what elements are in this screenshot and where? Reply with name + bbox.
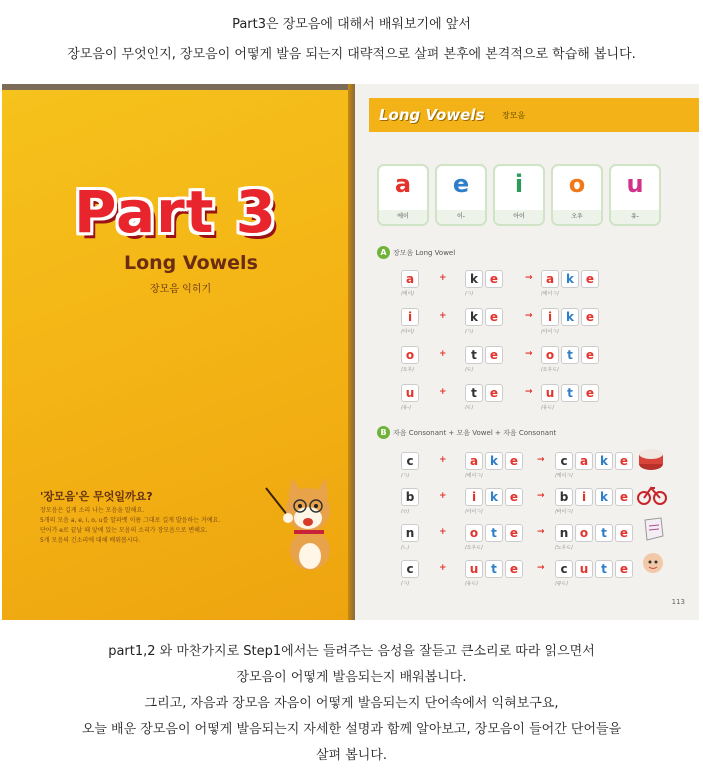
- plus-sign: +: [439, 349, 447, 359]
- outro-line-1: part1,2 와 마찬가지로 Step1에서는 들려주는 음성을 잘듣고 큰소리로 따라 읽으면서: [108, 644, 595, 659]
- arrow: →: [525, 349, 533, 359]
- letter-tile: c: [555, 560, 573, 578]
- explanation-line: 단어가 e로 끝날 때 앞에 있는 모음의 소리가 장모음으로 변해요.: [40, 527, 208, 534]
- bike-icon: [637, 482, 667, 506]
- pronunciation-label: /큐ㅌ/: [555, 581, 569, 587]
- vowel-card: [609, 164, 661, 226]
- plus-sign: +: [439, 387, 447, 397]
- letter-tile: i: [575, 488, 593, 506]
- outro-line-5: 살펴 봅니다.: [315, 748, 388, 763]
- letter-tile: k: [561, 270, 579, 288]
- book-photo: [2, 84, 699, 620]
- arrow: →: [537, 527, 545, 537]
- pronunciation-label: /ㅂ/: [401, 509, 410, 515]
- letter-tile: t: [465, 346, 483, 364]
- letter-tile: i: [541, 308, 559, 326]
- pronunciation-label: /ㅋ/: [465, 329, 474, 335]
- pronunciation-label: /노우ㅌ/: [555, 545, 573, 551]
- letter-tile: t: [485, 560, 503, 578]
- arrow: →: [537, 455, 545, 465]
- pronunciation-label: /유-/: [401, 405, 412, 411]
- letter-tile: e: [615, 452, 633, 470]
- letter-tile: e: [485, 270, 503, 288]
- plus-sign: +: [439, 527, 447, 537]
- letter-tile: k: [485, 488, 503, 506]
- plus-sign: +: [439, 491, 447, 501]
- letter-tile: k: [465, 270, 483, 288]
- long-vowels-korean: 장모음 익히기: [150, 284, 212, 295]
- section-a-badge: A: [377, 246, 390, 259]
- letter-tile: t: [561, 346, 579, 364]
- letter-tile: e: [615, 524, 633, 542]
- letter-tile: i: [465, 488, 483, 506]
- letter-tile: e: [581, 384, 599, 402]
- letter-tile: e: [505, 560, 523, 578]
- letter-tile: o: [575, 524, 593, 542]
- plus-sign: +: [439, 273, 447, 283]
- letter-tile: a: [541, 270, 559, 288]
- letter-tile: k: [465, 308, 483, 326]
- vowel-letter: i: [514, 170, 524, 198]
- letter-tile: n: [555, 524, 573, 542]
- letter-tile: i: [401, 308, 419, 326]
- vowel-card: [435, 164, 487, 226]
- arrow: →: [537, 491, 545, 501]
- letter-tile: c: [401, 560, 419, 578]
- part-title: Part 3: [74, 178, 277, 246]
- letter-tile: e: [505, 452, 523, 470]
- vowel-letter: e: [452, 170, 470, 198]
- letter-tile: u: [575, 560, 593, 578]
- explanation: [40, 506, 260, 546]
- outro-line-2: 장모음이 어떻게 발음되는지 배워봅니다.: [236, 670, 467, 685]
- letter-tile: n: [401, 524, 419, 542]
- letter-tile: b: [401, 488, 419, 506]
- vowel-pronunciation: 아이: [495, 210, 543, 224]
- pronunciation-label: /ㅋ/: [465, 291, 474, 297]
- pronunciation-label: /ㅌ/: [465, 405, 474, 411]
- header-subtitle: 장모음: [502, 111, 526, 120]
- baby-icon: [641, 550, 665, 576]
- pronunciation-label: /에이/: [401, 291, 415, 297]
- letter-tile: e: [581, 346, 599, 364]
- vowel-card: [493, 164, 545, 226]
- shiba-dog-illustration: [264, 474, 344, 574]
- question-heading: '장모음'은 무엇일까요?: [40, 490, 153, 503]
- pronunciation-label: /에이ㅋ/: [541, 291, 559, 297]
- pronunciation-label: /아이ㅋ/: [541, 329, 559, 335]
- letter-tile: e: [485, 346, 503, 364]
- vowel-pronunciation: 에이: [379, 210, 427, 224]
- letter-tile: a: [575, 452, 593, 470]
- letter-tile: c: [401, 452, 419, 470]
- page-header: [369, 98, 699, 132]
- header-title: Long Vowels: [379, 106, 485, 124]
- letter-tile: e: [505, 488, 523, 506]
- letter-tile: o: [465, 524, 483, 542]
- section-b-badge: B: [377, 426, 390, 439]
- intro-line-1: Part3은 장모음에 대해서 배워보기에 앞서: [232, 17, 471, 32]
- pronunciation-label: /오우/: [401, 367, 415, 373]
- outro-line-4: 오늘 배운 장모음이 어떻게 발음되는지 자세한 설명과 함께 알아보고, 장모음이 들어간 단어들을: [81, 722, 622, 737]
- letter-tile: u: [541, 384, 559, 402]
- explanation-line: 5개의 모음 a, e, i, o, u를 알파벳 이름 그대로 길게 발음하는 거예요.: [40, 517, 221, 524]
- pronunciation-label: /ㄴ/: [401, 545, 410, 551]
- letter-tile: t: [465, 384, 483, 402]
- vowel-letter: a: [394, 170, 412, 198]
- pronunciation-label: /오우ㅌ/: [541, 367, 559, 373]
- arrow: →: [525, 387, 533, 397]
- vowel-pronunciation: 유-: [611, 210, 659, 224]
- plus-sign: +: [439, 563, 447, 573]
- pronunciation-label: /ㅋ/: [401, 473, 410, 479]
- letter-tile: o: [401, 346, 419, 364]
- letter-tile: k: [561, 308, 579, 326]
- letter-tile: b: [555, 488, 573, 506]
- pronunciation-label: /ㅋ/: [401, 581, 410, 587]
- letter-tile: e: [581, 308, 599, 326]
- letter-tile: e: [505, 524, 523, 542]
- plus-sign: +: [439, 455, 447, 465]
- left-page: [2, 90, 355, 620]
- arrow: →: [525, 311, 533, 321]
- page-number: 113: [671, 598, 685, 606]
- letter-tile: e: [581, 270, 599, 288]
- letter-tile: e: [485, 308, 503, 326]
- letter-tile: e: [485, 384, 503, 402]
- right-page: [355, 84, 699, 620]
- cake-icon: [637, 446, 665, 472]
- letter-tile: k: [595, 452, 613, 470]
- section-a-label: [377, 246, 455, 259]
- pronunciation-label: /바이ㅋ/: [555, 509, 573, 515]
- letter-tile: u: [401, 384, 419, 402]
- letter-tile: u: [465, 560, 483, 578]
- explanation-line: 5개 모음의 긴소리에 대해 배워봅시다.: [40, 537, 141, 544]
- pronunciation-label: /ㅌ/: [465, 367, 474, 373]
- letter-tile: a: [465, 452, 483, 470]
- vowel-pronunciation: 이-: [437, 210, 485, 224]
- pronunciation-label: /에이ㅋ/: [465, 473, 483, 479]
- pronunciation-label: /아이/: [401, 329, 415, 335]
- pronunciation-label: /유ㅌ/: [541, 405, 555, 411]
- arrow: →: [525, 273, 533, 283]
- vowel-pronunciation: 오우: [553, 210, 601, 224]
- arrow: →: [537, 563, 545, 573]
- vowel-card: [551, 164, 603, 226]
- letter-tile: e: [615, 560, 633, 578]
- section-b-text: 자음 Consonant + 모음 Vowel + 자음 Consonant: [393, 429, 557, 437]
- section-a-text: 장모음 Long Vowel: [393, 249, 456, 257]
- letter-tile: o: [541, 346, 559, 364]
- letter-tile: a: [401, 270, 419, 288]
- letter-tile: t: [595, 560, 613, 578]
- pronunciation-label: /오우ㅌ/: [465, 545, 483, 551]
- letter-tile: t: [561, 384, 579, 402]
- pronunciation-label: /유ㅌ/: [465, 581, 479, 587]
- outro-line-3: 그리고, 자음과 장모음 자음이 어떻게 발음되는지 단어속에서 익혀보구요,: [144, 696, 559, 711]
- pronunciation-label: /아이ㅋ/: [465, 509, 483, 515]
- letter-tile: k: [595, 488, 613, 506]
- section-b-label: [377, 426, 556, 439]
- pronunciation-label: /케이ㅋ/: [555, 473, 573, 479]
- letter-tile: c: [555, 452, 573, 470]
- vowel-letter: o: [568, 170, 586, 198]
- plus-sign: +: [439, 311, 447, 321]
- letter-tile: k: [485, 452, 503, 470]
- vowel-letter: u: [626, 170, 644, 198]
- intro-line-2: 장모음이 무엇인지, 장모음이 어떻게 발음 되는지 대략적으로 살펴 본후에 본격적으로 학습해 봅니다.: [67, 47, 636, 62]
- letter-tile: t: [485, 524, 503, 542]
- letter-tile: t: [595, 524, 613, 542]
- explanation-line: 장모음은 길게 소리 나는 모음을 말해요.: [40, 507, 145, 514]
- note-icon: [641, 516, 665, 542]
- letter-tile: e: [615, 488, 633, 506]
- vowel-card: [377, 164, 429, 226]
- long-vowels-title: Long Vowels: [124, 252, 258, 274]
